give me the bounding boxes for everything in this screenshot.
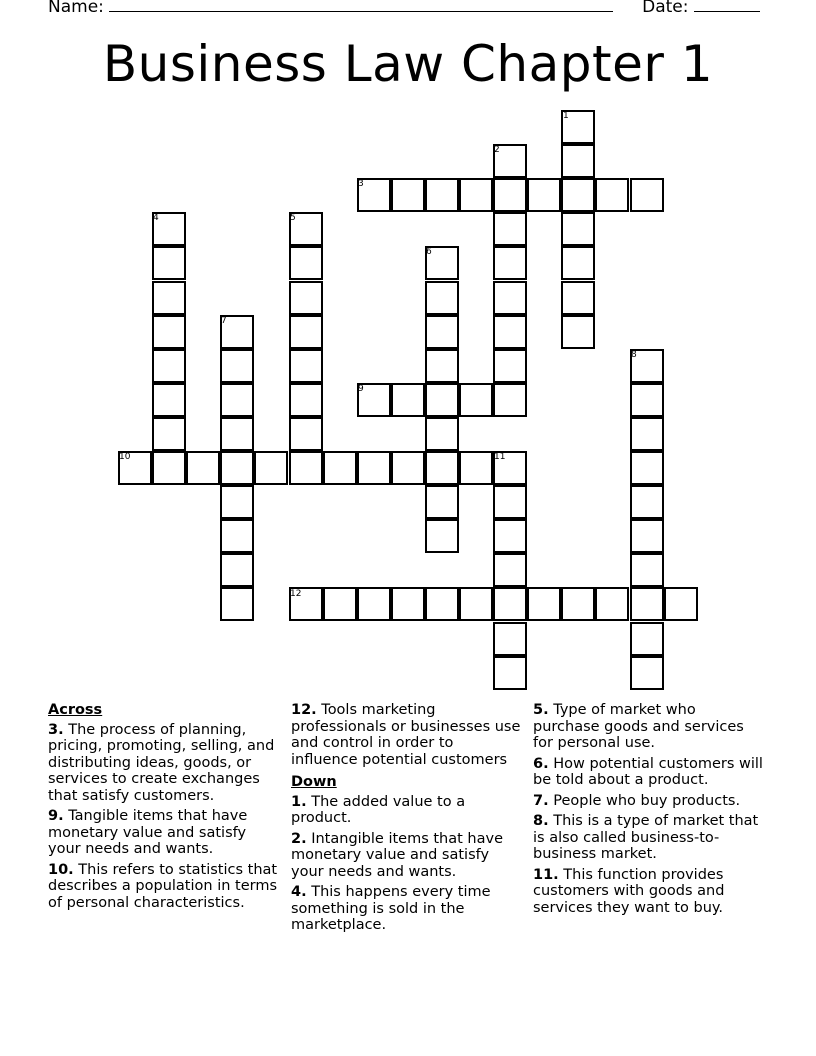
grid-cell[interactable] [493, 212, 527, 246]
grid-cell[interactable] [561, 144, 595, 178]
grid-cell[interactable] [561, 178, 595, 212]
grid-cell[interactable] [152, 383, 186, 417]
clues-column-1 [48, 702, 280, 915]
grid-cell[interactable] [220, 553, 254, 587]
clue-across-12 [291, 702, 523, 768]
clue-number: 3. [48, 721, 64, 738]
grid-cell[interactable] [425, 281, 459, 315]
grid-cell[interactable] [425, 315, 459, 349]
grid-cell[interactable] [357, 451, 391, 485]
grid-cell[interactable] [425, 519, 459, 553]
grid-cell[interactable] [527, 178, 561, 212]
clue-text: This is a type of market that is also called business-to-business market. [533, 813, 759, 862]
clue-text: Intangible items that have monetary value and satisfy your needs and wants. [291, 830, 503, 880]
clue-number-9: 9 [358, 384, 364, 394]
across-heading: Across [48, 702, 103, 718]
clue-text: Tools marketing professionals or businesses use and control in order to influence potential customers [291, 702, 521, 768]
clue-number-4: 4 [153, 213, 159, 223]
grid-cell[interactable] [289, 281, 323, 315]
grid-cell[interactable] [493, 315, 527, 349]
clue-text: People who buy products. [553, 792, 741, 809]
grid-cell[interactable] [493, 485, 527, 519]
clue-text: This refers to statistics that describes a population in terms of personal characteristics. [48, 861, 278, 911]
grid-cell[interactable] [152, 281, 186, 315]
grid-cell[interactable] [459, 383, 493, 417]
grid-cell[interactable] [595, 178, 629, 212]
grid-cell[interactable] [459, 587, 493, 621]
grid-cell[interactable] [220, 451, 254, 485]
grid-cell[interactable] [357, 587, 391, 621]
clue-number: 11. [533, 866, 559, 883]
clue-text: This function provides customers with goods and services they want to buy. [533, 866, 725, 916]
grid-cell[interactable] [630, 417, 664, 451]
clue-across-10 [48, 862, 280, 912]
clue-number: 12. [291, 702, 317, 718]
clue-number-10: 10 [119, 452, 131, 462]
page-title: Business Law Chapter 1 [102, 35, 714, 93]
grid-cell[interactable] [630, 383, 664, 417]
grid-cell[interactable] [220, 417, 254, 451]
grid-cell[interactable] [323, 451, 357, 485]
clue-down-11 [533, 867, 765, 917]
grid-cell[interactable] [493, 587, 527, 621]
clue-number-3: 3 [358, 179, 364, 189]
clue-down-2 [291, 831, 523, 881]
clue-number: 7. [533, 792, 549, 809]
grid-cell[interactable] [459, 451, 493, 485]
clue-number: 9. [48, 808, 64, 824]
clue-number: 5. [533, 702, 549, 718]
grid-cell[interactable] [391, 178, 425, 212]
grid-cell[interactable] [254, 451, 288, 485]
grid-cell[interactable] [493, 383, 527, 417]
clue-across-9 [48, 808, 280, 858]
grid-cell[interactable] [425, 587, 459, 621]
clue-text: How potential customers will be told about a product. [533, 755, 763, 788]
clue-number: 6. [533, 755, 549, 772]
clue-across-3 [48, 722, 280, 805]
grid-cell[interactable] [493, 281, 527, 315]
grid-cell[interactable] [630, 656, 664, 690]
clue-down-4 [291, 884, 523, 934]
grid-cell[interactable] [630, 587, 664, 621]
clues-column-2 [291, 702, 523, 938]
grid-cell[interactable] [595, 587, 629, 621]
grid-cell[interactable] [152, 246, 186, 280]
down-heading: Down [291, 774, 337, 790]
grid-cell[interactable] [425, 485, 459, 519]
grid-cell[interactable] [220, 349, 254, 383]
clue-text: This happens every time something is sold in the marketplace. [291, 884, 491, 933]
clue-number-7: 7 [221, 316, 227, 326]
grid-cell[interactable] [561, 315, 595, 349]
clue-number-5: 5 [290, 213, 296, 223]
grid-cell[interactable] [493, 519, 527, 553]
grid-cell[interactable] [493, 622, 527, 656]
grid-cell[interactable] [289, 349, 323, 383]
grid-cell[interactable] [493, 246, 527, 280]
clue-down-1 [291, 794, 523, 827]
clue-number-12: 12 [290, 589, 302, 599]
grid-cell[interactable] [493, 656, 527, 690]
grid-cell[interactable] [630, 622, 664, 656]
grid-cell[interactable] [152, 451, 186, 485]
clue-number-2: 2 [494, 145, 500, 155]
clue-number-8: 8 [631, 350, 637, 360]
grid-cell[interactable] [186, 451, 220, 485]
clue-text: Type of market who purchase goods and services for personal use. [533, 702, 744, 751]
grid-cell[interactable] [493, 178, 527, 212]
grid-cell[interactable] [220, 485, 254, 519]
grid-cell[interactable] [561, 281, 595, 315]
grid-cell[interactable] [323, 587, 357, 621]
grid-cell[interactable] [425, 417, 459, 451]
clue-number-6: 6 [426, 247, 432, 257]
grid-cell[interactable] [630, 485, 664, 519]
clue-number-1: 1 [563, 111, 569, 121]
grid-cell[interactable] [630, 519, 664, 553]
grid-cell[interactable] [220, 587, 254, 621]
grid-cell[interactable] [493, 349, 527, 383]
clue-down-8 [533, 813, 765, 863]
grid-cell[interactable] [391, 451, 425, 485]
date-label: Date: [642, 0, 689, 17]
grid-cell[interactable] [152, 417, 186, 451]
grid-cell[interactable] [459, 178, 493, 212]
clue-text: The added value to a product. [291, 793, 466, 826]
grid-cell[interactable] [493, 553, 527, 587]
clue-number: 4. [291, 884, 307, 900]
grid-cell[interactable] [630, 178, 664, 212]
grid-cell[interactable] [289, 451, 323, 485]
grid-cell[interactable] [289, 383, 323, 417]
grid-cell[interactable] [289, 417, 323, 451]
clue-number-11: 11 [494, 452, 506, 462]
grid-cell[interactable] [561, 587, 595, 621]
grid-cell[interactable] [630, 553, 664, 587]
clue-down-7 [533, 793, 765, 810]
grid-cell[interactable] [425, 451, 459, 485]
clue-text: The process of planning, pricing, promoting, selling, and distributing ideas, goods, or services to create exchanges that satisfy customers. [48, 721, 275, 804]
grid-cell[interactable] [425, 349, 459, 383]
clue-down-5 [533, 702, 765, 752]
clue-down-6 [533, 756, 765, 789]
clue-number: 2. [291, 830, 307, 847]
grid-cell[interactable] [152, 315, 186, 349]
grid-cell[interactable] [391, 587, 425, 621]
clue-text: Tangible items that have monetary value and satisfy your needs and wants. [48, 808, 248, 857]
grid-cell[interactable] [391, 383, 425, 417]
grid-cell[interactable] [220, 519, 254, 553]
grid-cell[interactable] [425, 383, 459, 417]
grid-cell[interactable] [561, 246, 595, 280]
grid-cell[interactable] [527, 587, 561, 621]
clue-number: 10. [48, 861, 74, 878]
grid-cell[interactable] [152, 349, 186, 383]
grid-cell[interactable] [220, 383, 254, 417]
clues-column-3 [533, 702, 765, 920]
grid-cell[interactable] [425, 178, 459, 212]
clue-number: 1. [291, 793, 307, 810]
name-label: Name: [48, 0, 104, 17]
grid-cell[interactable] [664, 587, 698, 621]
clue-number: 8. [533, 813, 549, 829]
grid-cell[interactable] [630, 451, 664, 485]
grid-cell[interactable] [561, 212, 595, 246]
grid-cell[interactable] [289, 315, 323, 349]
grid-cell[interactable] [289, 246, 323, 280]
